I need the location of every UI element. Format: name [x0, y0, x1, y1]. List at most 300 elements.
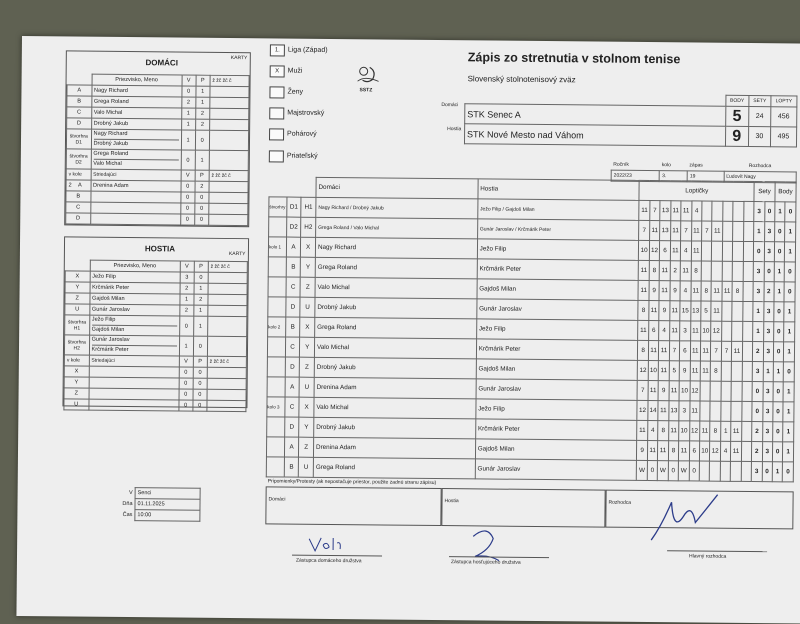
- meta-kolo-label: kolo: [661, 162, 671, 169]
- ball-score: 12: [638, 360, 649, 380]
- player-letter: Y: [65, 282, 90, 293]
- match-home-player: Drenina Adam: [313, 437, 475, 459]
- cards-cell: [209, 181, 248, 192]
- protest-home-box[interactable]: [265, 486, 441, 526]
- ball-score: 11: [680, 261, 691, 281]
- sets-value: 3: [763, 302, 774, 322]
- ball-score: [712, 261, 723, 281]
- ball-score: [721, 361, 732, 381]
- match-away-code: H1: [301, 197, 316, 217]
- match-away-code: H2: [301, 217, 316, 237]
- cards-cell: [207, 378, 246, 389]
- ball-score: 0: [647, 461, 658, 481]
- player-losses: 2: [195, 108, 209, 119]
- sub-losses: 0: [193, 378, 207, 389]
- ball-score: [701, 261, 712, 281]
- ball-score: 11: [681, 201, 692, 221]
- match-group: [267, 357, 285, 377]
- match-home-code: D: [284, 417, 299, 437]
- match-home-code: A: [285, 377, 300, 397]
- ball-score: 10: [699, 441, 710, 461]
- doubles-losses: 0: [193, 336, 207, 356]
- sub-losses: 0: [193, 389, 207, 400]
- domaci-title: DOMÁCI: [145, 58, 179, 68]
- ball-score: 9: [649, 281, 660, 301]
- match-away-code: X: [299, 397, 314, 417]
- points-value: 1: [774, 262, 785, 282]
- match-away-player: Gunár Jaroslav: [477, 299, 639, 321]
- federation-name: Slovenský stolnotenisový zväz: [467, 74, 576, 85]
- sets-value: 1: [753, 302, 764, 322]
- doubles-label-1: štvorhra: [67, 318, 87, 326]
- ball-score: [733, 241, 744, 261]
- match-home-code: C: [285, 397, 300, 417]
- points-value: 1: [784, 322, 795, 342]
- doubles-wins: 1: [181, 130, 195, 150]
- referee-label: Hlavný rozhodca: [689, 553, 727, 560]
- sets-value: 0: [764, 262, 775, 282]
- ball-score: [743, 221, 754, 241]
- venue-table: [105, 487, 200, 522]
- referee-signature: [647, 492, 728, 553]
- player-losses: 1: [195, 97, 209, 108]
- blank-cell: [65, 260, 90, 271]
- match-away-player: Krčmárik Peter: [476, 339, 638, 361]
- ball-score: 13: [660, 221, 671, 241]
- venue-value: Senci: [135, 488, 200, 500]
- match-home-player: Drobný Jakub: [314, 417, 476, 439]
- ball-score: 9: [670, 281, 681, 301]
- points-value: 1: [784, 342, 795, 362]
- points-value: 1: [773, 362, 784, 382]
- ball-score: 11: [711, 301, 722, 321]
- points-value: 1: [772, 462, 783, 482]
- points-value: 0: [784, 362, 795, 382]
- sub-letter-text: B: [76, 193, 81, 200]
- sets-value: 2: [752, 342, 763, 362]
- karty-cols-header: ž žč žč č: [207, 356, 246, 367]
- ball-score: 7: [721, 341, 732, 361]
- cards-cell: [208, 272, 247, 283]
- doubles-names: [89, 315, 179, 336]
- ball-score: 12: [637, 400, 648, 420]
- col-name-header: Priezvisko, Meno: [90, 260, 180, 272]
- ball-score: 11: [670, 221, 681, 241]
- col-p-header: P: [196, 75, 210, 86]
- muzi-label: Muži: [287, 67, 303, 75]
- doubles-row: [64, 335, 246, 357]
- match-away-player: Gajdoš Milan: [475, 439, 637, 461]
- match-home-code: B: [285, 317, 300, 337]
- sets-value: 3: [753, 262, 764, 282]
- sub-wins: 0: [181, 181, 195, 192]
- ball-score: 11: [639, 260, 650, 280]
- meta-rocnik: 2022/23: [611, 170, 660, 181]
- player-wins: 2: [181, 97, 195, 108]
- ball-score: 9: [637, 440, 648, 460]
- doubles-name-2: Valo Michal: [93, 159, 178, 170]
- match-away-code: U: [299, 457, 314, 477]
- points-value: 1: [785, 222, 796, 242]
- ball-score: 11: [648, 341, 659, 361]
- sub-losses: 0: [194, 214, 208, 225]
- domaci-table: [65, 73, 249, 226]
- ball-score: 13: [669, 401, 680, 421]
- sub-round: 2: [68, 182, 72, 189]
- ball-score: 11: [700, 421, 711, 441]
- liga-number-box[interactable]: 1.: [270, 44, 285, 56]
- logo-text: SSTZ: [359, 87, 373, 94]
- home-rep-label: Zástupca domáceho družstva: [295, 557, 362, 565]
- sets-value: 2: [763, 282, 774, 302]
- points-value: 0: [785, 202, 796, 222]
- doubles-name-1: Nagy Richard: [93, 130, 128, 138]
- points-value: 1: [783, 382, 794, 402]
- ball-score: [731, 381, 742, 401]
- ball-score: [700, 381, 711, 401]
- date-value: 01.11.2025: [135, 499, 200, 511]
- match-away-code: X: [300, 317, 315, 337]
- player-name: Drobný Jakub: [91, 118, 181, 130]
- col-lopty: LOPTY: [771, 96, 797, 107]
- sets-value: 3: [763, 382, 774, 402]
- player-name: Gunár Jaroslav: [89, 304, 179, 316]
- points-value: 1: [783, 402, 794, 422]
- ball-score: 11: [649, 301, 660, 321]
- time-value: 10:00: [135, 510, 200, 522]
- col-p-header: P: [195, 170, 209, 181]
- sets-value: 3: [762, 422, 773, 442]
- ball-score: 11: [691, 221, 702, 241]
- doubles-label: [66, 149, 91, 169]
- home-signature: [307, 535, 347, 555]
- ball-score: 8: [710, 421, 721, 441]
- match-away-code: U: [300, 297, 315, 317]
- match-away-player: Ježo Filip: [477, 239, 639, 261]
- ball-score: 11: [711, 281, 722, 301]
- ball-score: 11: [647, 441, 658, 461]
- match-home-player: Valo Michal: [315, 277, 477, 299]
- home-sety: 24: [749, 106, 771, 126]
- player-name: Nagy Richard: [91, 85, 181, 97]
- match-home-code: B: [284, 457, 299, 477]
- sub-letter-text: Y: [74, 379, 79, 386]
- sub-name: [90, 213, 180, 225]
- cards-cell: [209, 130, 248, 150]
- muzi-checkbox[interactable]: X: [270, 65, 285, 77]
- player-name: Grega Roland: [91, 96, 181, 108]
- col-body: BODY: [725, 95, 748, 106]
- ball-score: [722, 301, 733, 321]
- doubles-label-2: H1: [73, 325, 81, 332]
- doubles-label-1: štvorhra: [67, 338, 86, 346]
- ball-score: 11: [668, 421, 679, 441]
- meta-kolo: 3.: [660, 171, 688, 182]
- sets-value: 0: [752, 402, 763, 422]
- ball-score: 11: [670, 201, 681, 221]
- ball-score: 5: [701, 301, 712, 321]
- ball-score: 11: [690, 321, 701, 341]
- player-wins: 1: [181, 108, 195, 119]
- ball-score: 11: [700, 361, 711, 381]
- priatelsky-checkbox[interactable]: [269, 150, 284, 162]
- sets-value: 3: [762, 442, 773, 462]
- cards-cell: [209, 192, 248, 203]
- col-name-header: Priezvisko, Meno: [92, 74, 182, 86]
- ball-score: [720, 461, 731, 481]
- karty-cols-header: ž žč žč č: [209, 170, 248, 181]
- ball-score: 11: [669, 321, 680, 341]
- ball-score: 8: [711, 361, 722, 381]
- match-home-player: Drenina Adam: [314, 377, 476, 399]
- page-title: Zápis zo stretnutia v stolnom tenise: [467, 50, 681, 67]
- match-home-code: D: [286, 297, 301, 317]
- home-team-label: Domáci: [441, 102, 459, 109]
- ball-score: 7: [650, 201, 661, 221]
- ball-score: 11: [690, 361, 701, 381]
- cards-cell: [207, 389, 246, 400]
- sub-letter: [64, 377, 89, 388]
- sub-letter: [66, 180, 91, 191]
- ball-score: 0: [668, 461, 679, 481]
- ball-score: 11: [691, 281, 702, 301]
- sub-letter: [64, 366, 89, 377]
- sub-letter-text: Z: [74, 390, 79, 397]
- ball-score: 8: [732, 281, 743, 301]
- doubles-names: [91, 129, 181, 150]
- col-v-header: V: [179, 356, 193, 367]
- ball-score: [743, 241, 754, 261]
- ball-score: [743, 201, 754, 221]
- col-home-header: Domáci: [316, 177, 478, 199]
- majstrovsky-checkbox[interactable]: [269, 107, 284, 119]
- blank-cell: [301, 177, 316, 197]
- ball-score: 11: [669, 381, 680, 401]
- match-away-player: Ježo Filip / Gajdoš Milan: [477, 199, 639, 221]
- protest-away-box[interactable]: [441, 488, 605, 528]
- match-home-code: A: [284, 437, 299, 457]
- ball-score: [741, 421, 752, 441]
- ball-score: [743, 281, 754, 301]
- ball-score: [710, 381, 721, 401]
- ball-score: 6: [680, 341, 691, 361]
- match-group: [268, 257, 286, 277]
- sub-losses: 0: [195, 192, 209, 203]
- ball-score: 9: [659, 301, 670, 321]
- match-home-code: B: [286, 257, 301, 277]
- ball-score: [712, 241, 723, 261]
- player-letter: C: [67, 107, 92, 118]
- away-sety: 30: [748, 126, 770, 146]
- player-losses: 1: [196, 86, 210, 97]
- match-home-player: Grega Roland: [313, 457, 475, 479]
- match-home-code: C: [286, 277, 301, 297]
- ball-score: 10: [679, 381, 690, 401]
- match-group: [266, 457, 284, 477]
- cards-cell: [209, 203, 248, 214]
- ball-score: 8: [638, 300, 649, 320]
- sub-row: [64, 399, 246, 412]
- ball-score: [710, 401, 721, 421]
- hostia-karty-label: KARTY: [228, 250, 246, 258]
- blank-cell: [287, 177, 302, 197]
- ball-score: 4: [720, 441, 731, 461]
- match-group: [266, 437, 284, 457]
- ball-score: 11: [638, 320, 649, 340]
- player-letter: B: [67, 96, 92, 107]
- ball-score: 7: [669, 341, 680, 361]
- ball-score: [741, 401, 752, 421]
- ball-score: 13: [660, 201, 671, 221]
- doubles-label: [66, 129, 91, 149]
- match-group: [268, 297, 286, 317]
- ball-score: [722, 221, 733, 241]
- pohar-checkbox[interactable]: [269, 128, 284, 140]
- ball-score: [723, 201, 734, 221]
- match-away-player: Gajdoš Milan: [476, 359, 638, 381]
- match-group: [269, 217, 287, 237]
- sets-value: 3: [764, 242, 775, 262]
- ball-score: 0: [689, 461, 700, 481]
- ball-score: 11: [679, 441, 690, 461]
- ball-score: [730, 461, 741, 481]
- karty-cols-header: ž žč žč č: [208, 261, 247, 272]
- date-label: Dňa: [122, 500, 133, 508]
- ball-score: 2: [670, 261, 681, 281]
- sets-value: 1: [754, 222, 765, 242]
- zeny-checkbox[interactable]: [269, 86, 284, 98]
- sub-wins: 0: [178, 400, 192, 411]
- points-value: 0: [783, 462, 794, 482]
- ball-score: [731, 401, 742, 421]
- team-score-table: [464, 92, 797, 147]
- player-wins: 1: [179, 294, 193, 305]
- ball-score: [742, 301, 753, 321]
- sets-value: 0: [762, 462, 773, 482]
- meta-rocnik-label: Ročník: [613, 161, 629, 168]
- ball-score: [742, 321, 753, 341]
- liga-name: Liga (Západ): [287, 46, 328, 54]
- sub-name: [89, 366, 179, 378]
- ball-score: [732, 261, 743, 281]
- ball-score: 11: [637, 420, 648, 440]
- cards-cell: [207, 336, 246, 356]
- sub-name: [88, 399, 178, 411]
- protest-ref-label: Rozhodca: [608, 499, 632, 506]
- points-value: 1: [774, 282, 785, 302]
- doubles-name-1: Grega Roland: [93, 150, 129, 158]
- ball-score: 11: [638, 280, 649, 300]
- sets-value: 1: [753, 322, 764, 342]
- sets-value: 3: [763, 342, 774, 362]
- ball-score: [700, 401, 711, 421]
- cards-cell: [207, 400, 246, 411]
- doubles-label-2: H2: [73, 345, 80, 352]
- doubles-losses: 1: [195, 150, 209, 170]
- points-value: 1: [783, 442, 794, 462]
- doubles-label-1: štvorhra: [69, 152, 88, 160]
- ball-score: 4: [659, 321, 670, 341]
- player-name: Valo Michal: [91, 107, 181, 119]
- match-group: [267, 417, 285, 437]
- doubles-row: [66, 129, 248, 151]
- sets-value: 0: [753, 242, 764, 262]
- ball-score: W: [637, 460, 648, 480]
- home-lopty: 456: [771, 107, 797, 127]
- sub-row: [66, 213, 248, 226]
- ball-score: 11: [691, 241, 702, 261]
- ball-score: [742, 361, 753, 381]
- cards-cell: [208, 294, 247, 305]
- player-letter: X: [65, 271, 90, 282]
- sub-losses: 0: [193, 400, 207, 411]
- doubles-name-1: Gunár Jaroslav: [91, 336, 130, 344]
- points-value: 0: [774, 242, 785, 262]
- player-letter: A: [67, 85, 92, 96]
- ball-score: 6: [660, 241, 671, 261]
- away-team-label: Hostia: [447, 126, 462, 133]
- ball-score: 12: [690, 381, 701, 401]
- ball-score: 9: [679, 361, 690, 381]
- col-v-header: V: [182, 75, 196, 86]
- match-away-code: Z: [300, 357, 315, 377]
- sets-value: 3: [753, 282, 764, 302]
- player-losses: 2: [195, 119, 209, 130]
- match-away-code: X: [301, 237, 316, 257]
- points-value: 0: [774, 322, 785, 342]
- blank-cell: [67, 74, 92, 85]
- ball-score: 11: [669, 301, 680, 321]
- points-value: 0: [773, 382, 784, 402]
- ball-score: 4: [680, 241, 691, 261]
- protest-home-label: Domáci: [268, 496, 286, 503]
- sub-head-label: v kole: [64, 355, 89, 366]
- doubles-wins: 1: [179, 336, 193, 356]
- sub-letter: [66, 191, 91, 202]
- ball-score: [731, 361, 742, 381]
- ball-score: [742, 341, 753, 361]
- ball-score: 4: [691, 201, 702, 221]
- points-value: 0: [785, 262, 796, 282]
- sub-letter-text: U: [74, 401, 79, 408]
- match-home-player: Grega Roland / Valo Michal: [316, 217, 478, 239]
- match-away-player: Gunár Jaroslav: [475, 459, 637, 481]
- player-losses: 2: [194, 294, 208, 305]
- sub-wins: 0: [179, 367, 193, 378]
- match-home-code: A: [286, 237, 301, 257]
- col-p-header: P: [193, 356, 207, 367]
- ball-score: 6: [689, 441, 700, 461]
- sets-value: 0: [752, 382, 763, 402]
- player-name: Krčmárik Peter: [90, 282, 180, 294]
- ball-score: [733, 201, 744, 221]
- ball-score: 15: [680, 301, 691, 321]
- cards-cell: [210, 97, 249, 108]
- sub-losses: 2: [195, 181, 209, 192]
- hostia-panel: [62, 236, 249, 408]
- match-group: kolo 3: [267, 397, 285, 417]
- ball-score: 11: [659, 281, 670, 301]
- doubles-wins: 0: [181, 150, 195, 170]
- ball-score: 3: [679, 401, 690, 421]
- match-away-player: Ježo Filip: [476, 319, 638, 341]
- player-letter: Z: [65, 293, 90, 304]
- doubles-label: [64, 335, 89, 355]
- match-away-code: Y: [299, 417, 314, 437]
- hostia-title: HOSTIA: [144, 244, 176, 254]
- col-v-header: V: [181, 170, 195, 181]
- matches-table: [266, 176, 797, 482]
